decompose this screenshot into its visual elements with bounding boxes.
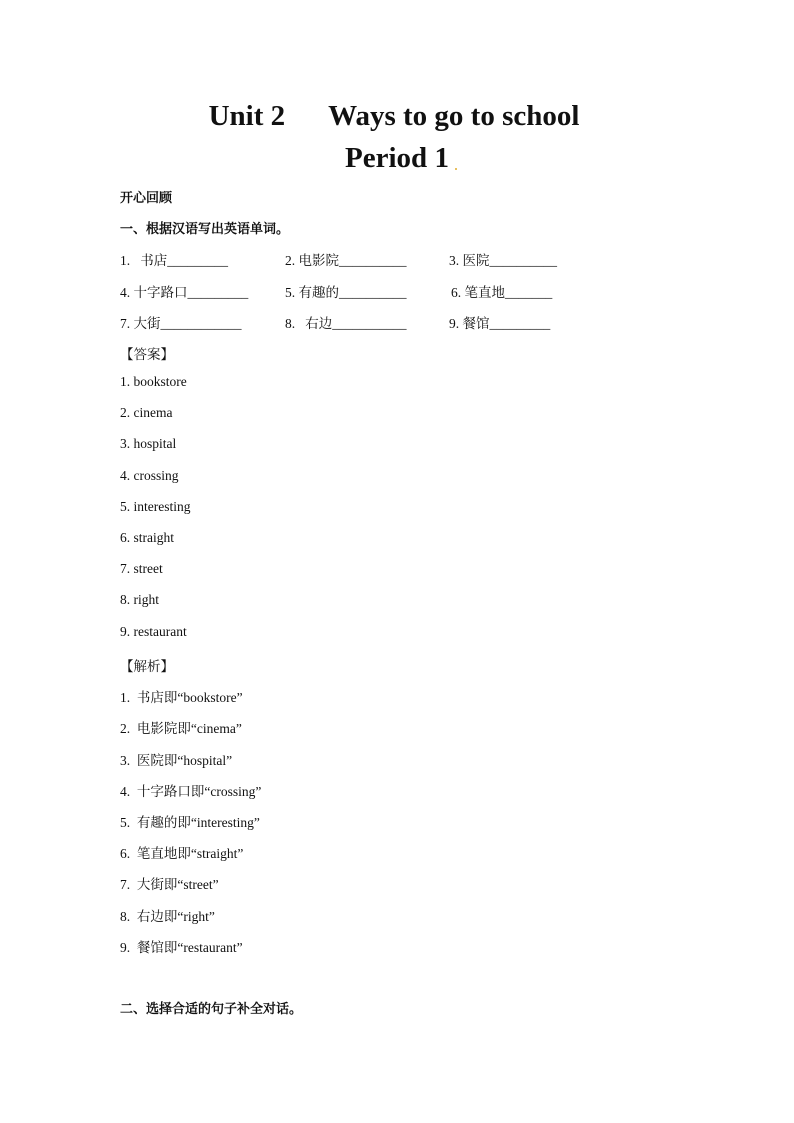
analysis-label: 【解析】 bbox=[120, 659, 174, 674]
answer-6: 6. straight bbox=[120, 530, 174, 545]
answer-1: 1. bookstore bbox=[120, 374, 187, 389]
analysis-8: 8. 右边即“right” bbox=[120, 909, 215, 924]
analysis-2: 2. 电影院即“cinema” bbox=[120, 721, 242, 736]
decorative-dot bbox=[455, 168, 457, 170]
answer-9: 9. restaurant bbox=[120, 624, 187, 639]
part2-heading: 二、选择合适的句子补全对话。 bbox=[120, 1002, 303, 1017]
question-5: 5. 有趣的__________ bbox=[285, 285, 407, 300]
analysis-9: 9. 餐馆即“restaurant” bbox=[120, 940, 243, 955]
answer-8: 8. right bbox=[120, 592, 159, 607]
answer-4: 4. crossing bbox=[120, 468, 179, 483]
question-2: 2. 电影院__________ bbox=[285, 253, 407, 268]
analysis-4: 4. 十字路口即“crossing” bbox=[120, 784, 262, 799]
part1-heading: 一、根据汉语写出英语单词。 bbox=[120, 222, 290, 237]
title-line-2: Period 1 bbox=[345, 142, 449, 174]
analysis-1: 1. 书店即“bookstore” bbox=[120, 690, 243, 705]
analysis-3: 3. 医院即“hospital” bbox=[120, 753, 233, 768]
question-1: 1. 书店_________ bbox=[120, 253, 228, 268]
title-line-1: Unit 2 Ways to go to school bbox=[208, 100, 580, 132]
question-7: 7. 大街____________ bbox=[120, 316, 242, 331]
analysis-5: 5. 有趣的即“interesting” bbox=[120, 815, 260, 830]
answer-7: 7. street bbox=[120, 561, 163, 576]
question-8: 8. 右边___________ bbox=[285, 316, 407, 331]
analysis-7: 7. 大街即“street” bbox=[120, 877, 219, 892]
question-6: 6. 笔直地_______ bbox=[451, 285, 553, 300]
question-4: 4. 十字路口_________ bbox=[120, 285, 249, 300]
analysis-6: 6. 笔直地即“straight” bbox=[120, 846, 244, 861]
section-review: 开心回顾 bbox=[120, 191, 173, 206]
question-3: 3. 医院__________ bbox=[449, 253, 557, 268]
answer-3: 3. hospital bbox=[120, 436, 177, 451]
answer-label: 【答案】 bbox=[120, 347, 174, 362]
answer-5: 5. interesting bbox=[120, 499, 191, 514]
answer-2: 2. cinema bbox=[120, 405, 173, 420]
question-9: 9. 餐馆_________ bbox=[449, 316, 551, 331]
